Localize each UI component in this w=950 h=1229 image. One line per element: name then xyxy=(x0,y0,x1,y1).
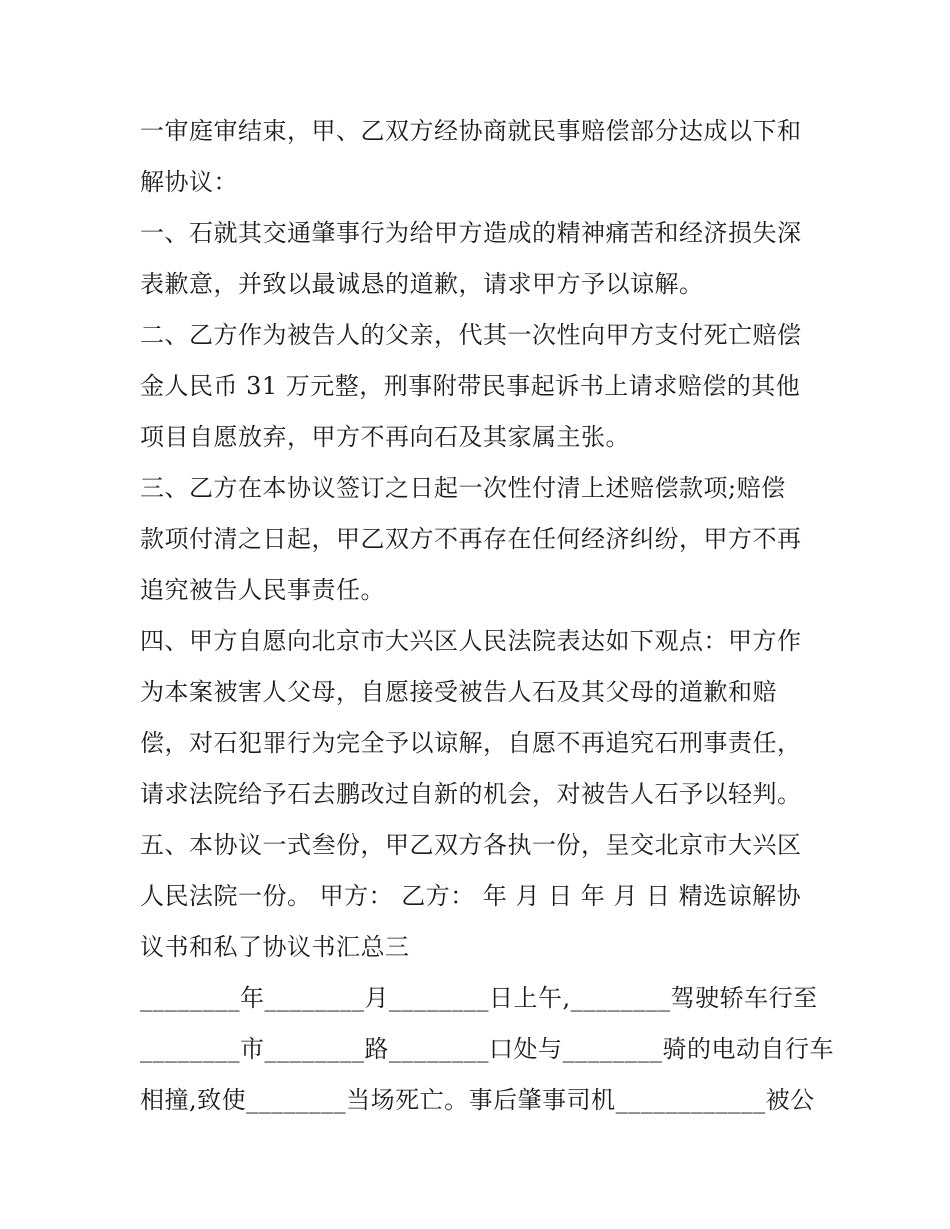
text-line-content: 五、本协议一式叁份，甲乙双方各执一份，呈交北京市大兴区 xyxy=(140,831,802,859)
text-line xyxy=(140,412,820,463)
text-line-content: 议书和私了协议书汇总三 xyxy=(140,933,410,961)
text-line-content: 追究被告人民事责任。 xyxy=(140,576,385,604)
text-line xyxy=(140,820,820,871)
text-line-content: 一审庭审结束，甲、乙双方经协商就民事赔偿部分达成以下和 xyxy=(140,117,802,145)
text-line-content: 相撞,致使________当场死亡。事后肇事司机____________被公 xyxy=(140,1086,815,1114)
text-line-content: 偿，对石犯罪行为完全予以谅解，自愿不再追究石刑事责任， xyxy=(140,729,802,757)
text-line-content: ________年________月________日上午,________驾驶轿车行至 xyxy=(140,984,818,1012)
text-line xyxy=(140,361,820,412)
text-line xyxy=(140,463,820,514)
text-line xyxy=(140,667,820,718)
text-line-content: 四、甲方自愿向北京市大兴区人民法院表达如下观点：甲方作 xyxy=(140,627,802,655)
text-line-content: 解协议： xyxy=(140,168,238,196)
text-line xyxy=(140,157,820,208)
text-line-content: 为本案被害人父母，自愿接受被告人石及其父母的道歉和赔 xyxy=(140,678,777,706)
text-line xyxy=(140,616,820,667)
text-line-content: 二、乙方作为被告人的父亲，代其一次性向甲方支付死亡赔偿 xyxy=(140,321,802,349)
text-line xyxy=(140,208,820,259)
text-line-content: 表歉意，并致以最诚恳的道歉，请求甲方予以谅解。 xyxy=(140,270,704,298)
text-line xyxy=(140,259,820,310)
text-line xyxy=(140,310,820,361)
text-line xyxy=(140,1075,820,1126)
text-line-content: 请求法院给予石去鹏改过自新的机会，对被告人石予以轻判。 xyxy=(140,780,802,808)
text-line-content: 一、石就其交通肇事行为给甲方造成的精神痛苦和经济损失深 xyxy=(140,219,802,247)
text-line-content: 项目自愿放弃，甲方不再向石及其家属主张。 xyxy=(140,423,630,451)
text-line xyxy=(140,871,820,922)
text-line xyxy=(140,106,820,157)
text-line xyxy=(140,1024,834,1075)
text-line xyxy=(140,718,820,769)
text-line-content: 金人民币 31 万元整，刑事附带民事起诉书上请求赔偿的其他 xyxy=(140,372,801,400)
text-line-content: 款项付清之日起，甲乙双方不再存在任何经济纠纷，甲方不再 xyxy=(140,525,802,553)
text-line xyxy=(140,769,820,820)
text-line xyxy=(140,514,820,565)
text-line-content: 三、乙方在本协议签订之日起一次性付清上述赔偿款项;赔偿 xyxy=(140,474,786,502)
document-body xyxy=(140,106,834,1126)
text-line-content: ________市________路________口处与________骑的电动自行车 xyxy=(140,1035,834,1063)
text-line xyxy=(140,973,820,1024)
text-line-content: 人民法院一份。 甲方： 乙方： 年 月 日 年 月 日 精选谅解协 xyxy=(140,882,802,910)
text-line xyxy=(140,922,820,973)
text-line xyxy=(140,565,820,616)
